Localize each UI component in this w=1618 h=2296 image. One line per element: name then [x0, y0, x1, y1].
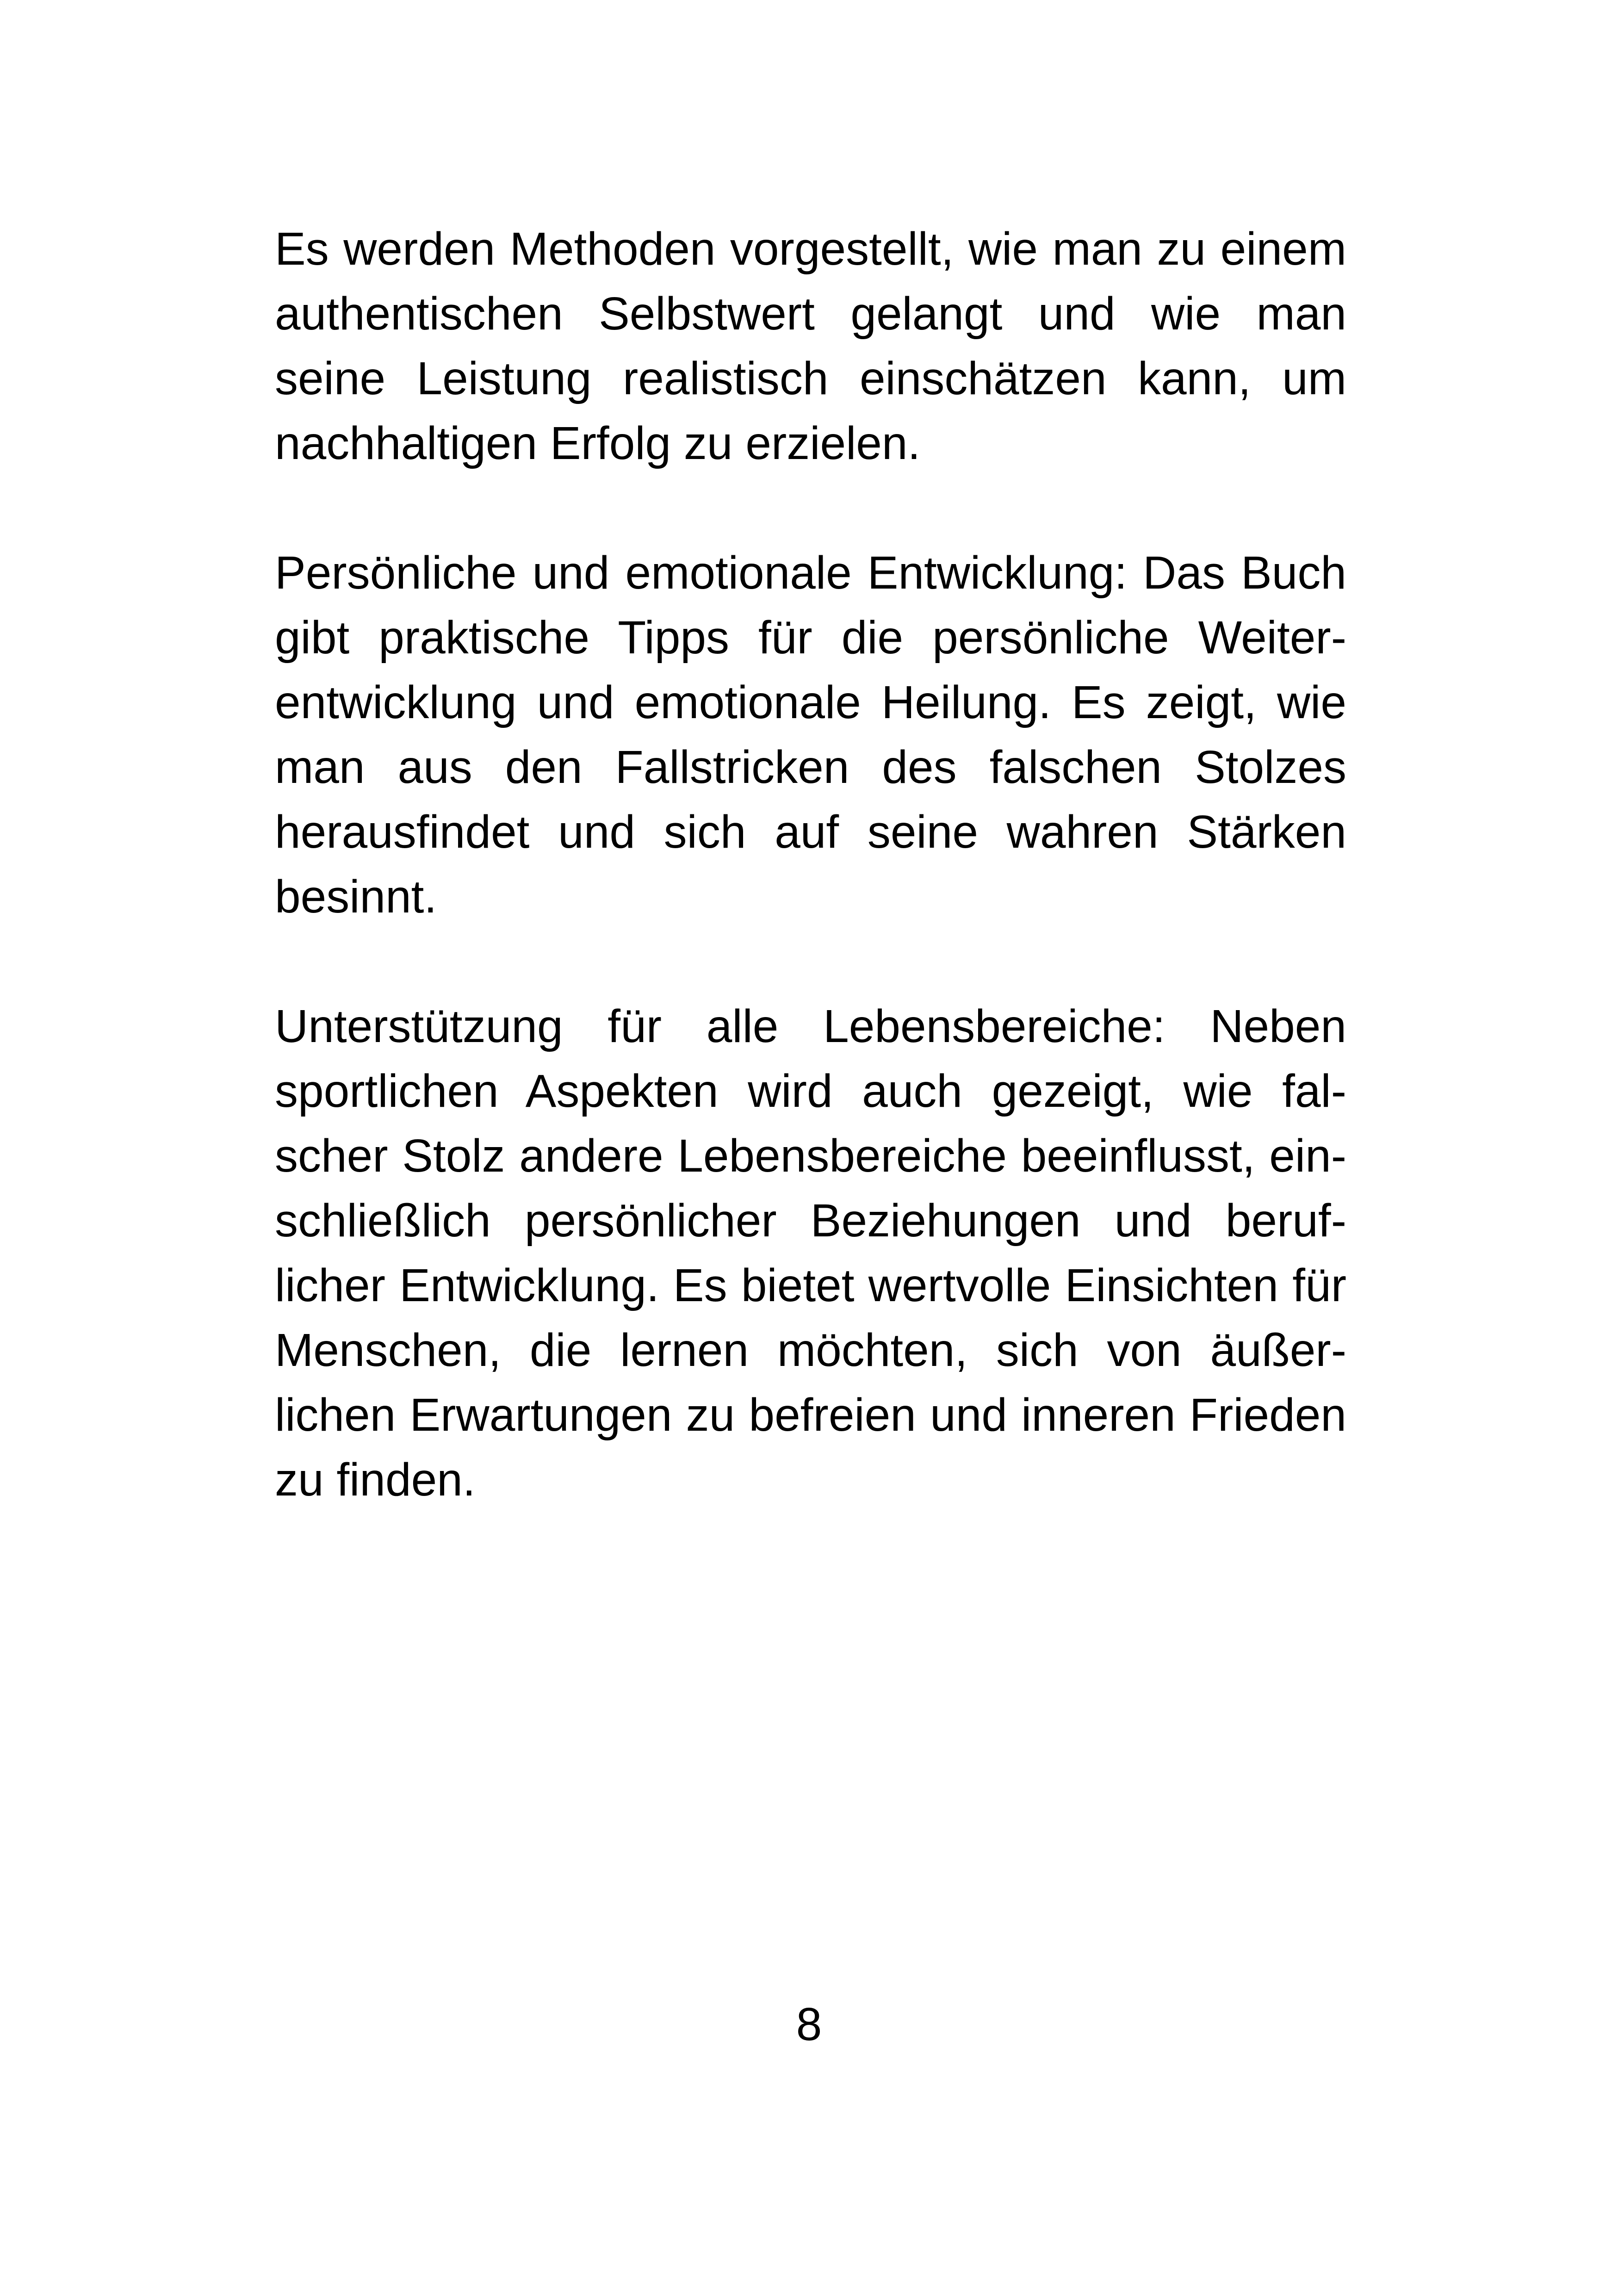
paragraph-spacer: [275, 929, 1346, 994]
text-line: lichen Erwartungen zu befreien und inneren Frieden: [275, 1389, 1346, 1441]
text-line: licher Entwicklung. Es bietet wertvolle Einsichten für: [275, 1260, 1346, 1311]
paragraph-spacer: [275, 476, 1346, 540]
text-line: nachhaltigen Erfolg zu erzielen.: [275, 417, 921, 469]
text-line: man aus den Fallstricken des falschen Stolzes: [275, 741, 1346, 793]
text-line: schließlich persönlicher Beziehungen und beruf-: [275, 1195, 1346, 1247]
text-line: authentischen Selbstwert gelangt und wie man: [275, 288, 1346, 340]
text-line: Unterstützung für alle Lebensbereiche: Neben: [275, 1000, 1346, 1052]
page-number: 8: [796, 1998, 822, 2050]
body-text: [275, 217, 1346, 1512]
text-line: seine Leistung realistisch einschätzen kann, um: [275, 353, 1346, 404]
text-line: Persönliche und emotionale Entwicklung: Das Buch: [275, 547, 1346, 599]
text-line: gibt praktische Tipps für die persönliche Weiter-: [275, 612, 1346, 664]
text-line: Es werden Methoden vorgestellt, wie man zu einem: [275, 223, 1346, 275]
text-line: entwicklung und emotionale Heilung. Es zeigt, wie: [275, 676, 1346, 728]
text-line: herausfindet und sich auf seine wahren Stärken: [275, 806, 1346, 858]
paragraph-personal-development: [275, 540, 1346, 929]
paragraph-methods: [275, 217, 1346, 476]
text-line: besinnt.: [275, 871, 437, 923]
text-line: scher Stolz andere Lebensbereiche beeinflusst, ein-: [275, 1130, 1346, 1182]
text-line: zu finden.: [275, 1454, 476, 1506]
paragraph-life-areas: [275, 994, 1346, 1512]
text-line: sportlichen Aspekten wird auch gezeigt, wie fal-: [275, 1065, 1346, 1117]
text-line: Menschen, die lernen möchten, sich von äußer-: [275, 1324, 1346, 1376]
